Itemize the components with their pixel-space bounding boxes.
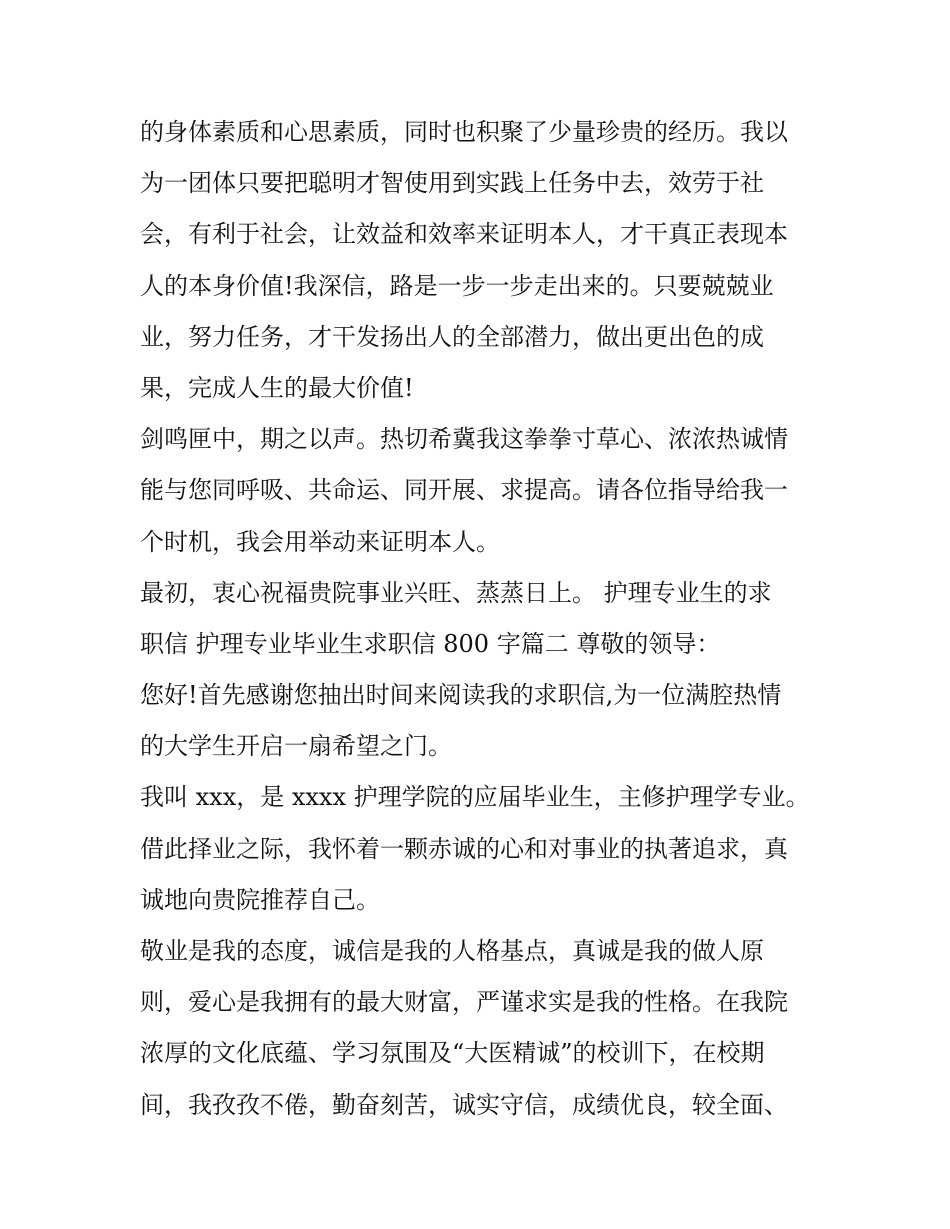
text-line: 为一团体只要把聪明才智使用到实践上任务中去，效劳于社	[140, 169, 764, 198]
text-line: 的大学生开启一扇希望之门。	[140, 732, 452, 761]
text-line: 人的本身价值!我深信，路是一步一步走出来的。只要兢兢业	[140, 271, 774, 300]
text-line: 能与您同呼吸、共命运、同开展、求提高。请各位指导给我一	[140, 476, 788, 505]
text-line: 敬业是我的态度，诚信是我的人格基点，真诚是我的做人原	[140, 937, 764, 965]
text-line: 间，我孜孜不倦，勤奋刻苦，诚实守信，成绩优良，较全面、	[140, 1090, 788, 1119]
body-text	[140, 107, 820, 1131]
text-line: 职信 护理专业毕业生求职信 800 字篇二 尊敬的领导：	[140, 629, 721, 658]
text-line: 借此择业之际，我怀着一颗赤诚的心和对事业的执著追求，真	[140, 834, 788, 863]
text-line: 个时机，我会用举动来证明本人。	[140, 527, 500, 556]
text-line: 则，爱心是我拥有的最大财富，严谨求实是我的性格。在我院	[140, 988, 788, 1017]
text-line: 剑鸣匣中，期之以声。热切希冀我这拳拳寸草心、浓浓热诚情	[140, 425, 788, 454]
text-line: 诚地向贵院推荐自己。	[140, 885, 380, 914]
text-line: 果，完成人生的最大价值!	[140, 373, 414, 402]
text-line: 最初，衷心祝福贵院事业兴旺、蒸蒸日上。 护理专业生的求	[140, 578, 772, 607]
text-line: 会，有利于社会，让效益和效率来证明本人，才干真正表现本	[140, 220, 788, 249]
text-line: 业，努力任务，才干发扬出人的全部潜力，做出更出色的成	[140, 322, 764, 351]
text-line: 浓厚的文化底蕴、学习氛围及“大医精诚”的校训下，在校期	[140, 1039, 765, 1068]
text-line: 的身体素质和心思素质，同时也积聚了少量珍贵的经历。我以	[140, 118, 788, 146]
text-line: 您好!首先感谢您抽出时间来阅读我的求职信,为一位满腔热情	[140, 681, 782, 710]
text-line: 我叫 xxx，是 xxxx 护理学院的应届毕业生，主修护理学专业。	[140, 783, 810, 812]
